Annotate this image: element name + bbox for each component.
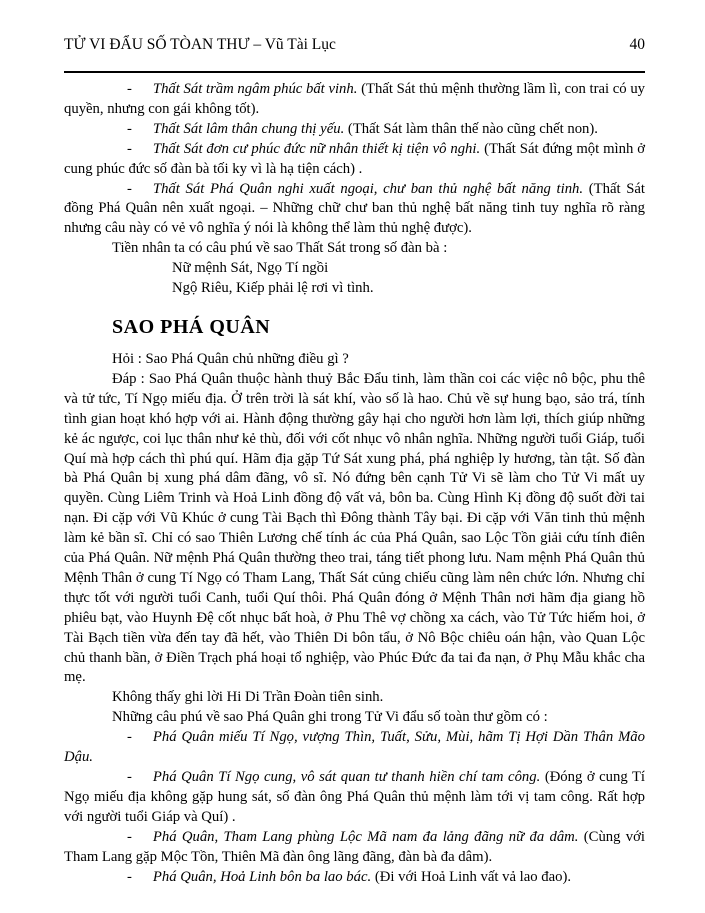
verse-line-2: Ngộ Riêu, Kiếp phải lệ rơi vì tình. [172, 280, 374, 297]
phu-explanation: (Thất Sát làm thân thế nào cũng chết non). [344, 120, 598, 137]
phu-explanation: (Cùng với Tham Lang gặp Mộc Tồn, Thiên Mã đàn ông lãng đãng, đàn bà đa dâm). [64, 828, 645, 865]
pha-quan-phu-item-4 [64, 868, 645, 888]
pha-quan-phu-item-2 [64, 768, 645, 828]
that-sat-phu-item-1 [64, 80, 645, 120]
phu-explanation: (Thất Sát đồng Phá Quân nên xuất ngoại. – Những chữ chư ban thủ nghệ bất năng tinh tuy nghĩa rõ ràng nhưng câu này có vẻ vô nghĩa ý nói là không thể làm thủ nghệ được). [64, 180, 645, 237]
running-title: TỬ VI ĐẨU SỐ TÒAN THƯ – Vũ Tài Lục [64, 36, 336, 53]
phu-explanation: (Thất Sát đứng một mình ở cung phúc đức số đàn bà tối ky vì là hạ tiện cách) . [64, 140, 646, 177]
bullet-dash: - [127, 81, 132, 97]
phu-phrase: Thất Sát đơn cư phúc đức nữ nhân thiết kị tiện vô nghi. [152, 140, 481, 157]
header-divider [64, 71, 645, 73]
bullet-dash: - [127, 180, 132, 197]
answer-paragraph: Đáp : Sao Phá Quân thuộc hành thuỷ Bắc Đẩu tinh, làm thần coi các việc nô bộc, phu thê và tử tức, Tí Ngọ miếu địa. Ở trên trời là sát khí, vào số là hao. Chủ về sự hung bạo, sảo trá, tính tình gian hoạt khó hợp với ai. Hành động thường gây hại cho người hơn làm lợi, thích giúp những kẻ ác ngược, coi lục thân như kẻ thù, đối với cốt nhục vô nhân nghĩa. Những người tuổi Giáp, tuổi Quí mà hợp cách thì phú quí. Hãm địa gặp Tứ Sát xung phá, phá nghiệp ly hương, tàn tật. Số đàn bà Phá Quân bị xung phá dâm đãng, vô sĩ. Nó đứng bên cạnh Tử Vi sẽ làm cho Tử Vi mất uy quyền. Cùng Liêm Trinh và Hoả Linh đồng độ vất vả, bôn ba. Cùng Hình Kị đồng độ suốt đời tai nạn. Đi cặp với Vũ Khúc ở cung Tài Bạch thì Đông thành Tây bại. Đi cặp với Văn tinh thủ mệnh làm kẻ bần sĩ. Chỉ có sao Thiên Lương chế tính ác của Phá Quân, sao Lộc Tồn giải cứu tính điên của Phá Quân. Nữ mệnh Phá Quân thường theo trai, táng tiết phong lưu. Nam mệnh Phá Quân thủ Mệnh Thân ở cung Tí Ngọ có Tham Lang, Thất Sát củng chiếu cũng làm nên chức lớn. Nhưng chỉ thực tốt với người tuổi Canh, tuổi Quí thôi. Phá Quân đóng ở Mệnh Thân nơi hãm địa giang hồ phiêu bạt, vào Huynh Đệ cốt nhục bất hoà, ở Phu Thê vợ chồng xa cách, vào Tử Tức hiếm hoi, ở Tài Bạch tiền vừa đến tay đã hết, vào Thiên Di bôn tẩu, ở Nô Bộc chiêu oán hận, vào Quan Lộc chủ thanh bần, ở Điền Trạch phá hoại tổ nghiệp, vào Phúc Đức đa tai đa nạn, ở Phụ Mẫu khắc cha mẹ. [64, 370, 645, 686]
pha-quan-phu-item-3 [64, 828, 645, 868]
phu-phrase: Thất Sát Phá Quân nghi xuất ngoại, chư ban thủ nghệ bất năng tinh. [152, 180, 584, 197]
that-sat-phu-item-3 [64, 140, 645, 180]
phu-phrase: Phá Quân Tí Ngọ cung, vô sát quan tư thanh hiền chí tam công. [152, 769, 541, 785]
that-sat-phu-item-4 [64, 180, 645, 240]
pha-quan-phu-item-1 [64, 728, 645, 768]
verse-line-1: Nữ mệnh Sát, Ngọ Tí ngồi [172, 260, 329, 277]
phu-phrase: Thất Sát trầm ngâm phúc bất vinh. [152, 81, 358, 97]
phu-phrase: Phá Quân, Hoả Linh bôn ba lao bác. [152, 868, 372, 885]
phu-phrase: Phá Quân miếu Tí Ngọ, vượng Thìn, Tuất, Sửu, Mùi, hãm Tị Hợi Dần Thân Mão Dậu. [64, 729, 645, 766]
bullet-dash: - [127, 828, 132, 845]
page-number: 40 [629, 36, 645, 53]
phu-explanation: (Đi với Hoả Linh vất vả lao đao). [371, 868, 572, 885]
hi-di-note: Không thấy ghi lời Hi Di Trần Đoàn tiên sinh. [112, 689, 384, 706]
section-heading: SAO PHÁ QUÂN [112, 315, 271, 338]
page-header [64, 36, 645, 54]
bullet-dash: - [127, 769, 132, 785]
phu-explanation: (Đóng ở cung Tí Ngọ miếu địa không gặp hung sát, số đàn ông Phá Quân thủ mệnh làm tới vị tam công. Rất hợp với người tuổi Giáp và Quí) . [64, 769, 645, 825]
page-body [64, 80, 645, 887]
verse-intro: Tiền nhân ta có câu phú về sao Thất Sát trong số đàn bà : [112, 240, 448, 257]
bullet-dash: - [127, 120, 132, 137]
phu-explanation: (Thất Sát thủ mệnh thường lầm lì, con trai có uy quyền, nhưng con gái không tốt). [64, 81, 646, 117]
phu-phrase: Phá Quân, Tham Lang phùng Lộc Mã nam đa lảng đãng nữ đa dâm. [152, 828, 579, 845]
that-sat-phu-item-2 [64, 120, 645, 140]
question-paragraph: Hỏi : Sao Phá Quân chủ những điều gì ? [112, 350, 349, 367]
bullet-dash: - [127, 729, 132, 746]
phu-list-intro: Những câu phú về sao Phá Quân ghi trong Tử Vi đẩu số toàn thư gồm có : [112, 709, 548, 726]
bullet-dash: - [127, 140, 132, 157]
phu-phrase: Thất Sát lâm thân chung thị yếu. [152, 120, 345, 137]
bullet-dash: - [127, 868, 132, 885]
